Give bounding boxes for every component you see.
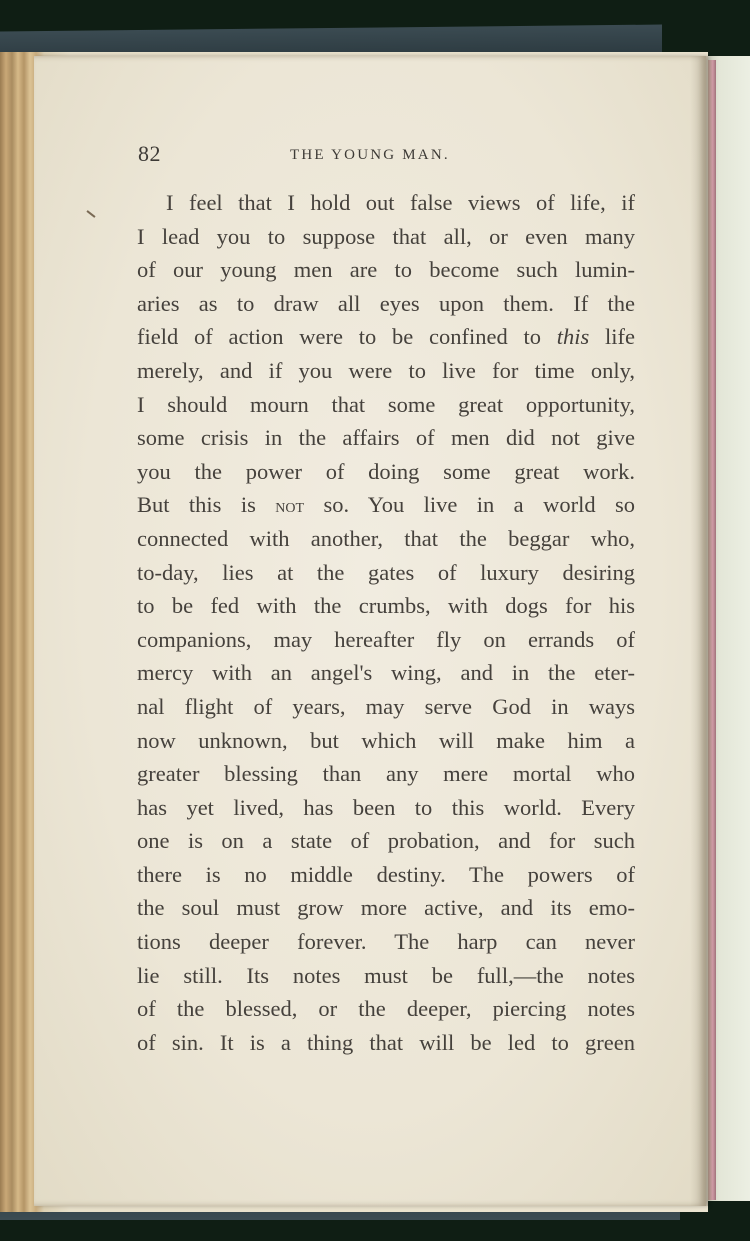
text-line: has yet lived, has been to this world. Every <box>137 794 635 820</box>
text-segment: so. You live in a world so <box>323 492 635 518</box>
text-line <box>137 488 635 522</box>
running-title: THE YOUNG MAN. <box>290 147 450 163</box>
text-line: now unknown, but which will make him a <box>137 727 635 753</box>
page-number: 82 <box>138 141 161 166</box>
text-line: of the blessed, or the deeper, piercing notes <box>137 996 635 1022</box>
gutter-shadow <box>690 56 708 1206</box>
text-segment: field of action were to be confined to <box>137 324 541 350</box>
text-line: connected with another, that the beggar who, <box>137 525 635 551</box>
text-line: I lead you to suppose that all, or even many <box>137 223 635 249</box>
text-line: to be fed with the crumbs, with dogs for his <box>137 593 635 619</box>
text-segment: life <box>605 324 635 350</box>
text-line: to-day, lies at the gates of luxury desiring <box>137 559 635 585</box>
text-segment: But this is <box>137 492 256 518</box>
text-line: mercy with an angel's wing, and in the eter- <box>137 660 635 686</box>
text-line: I feel that I hold out false views of life, if <box>166 190 635 215</box>
text-line: the soul must grow more active, and its emo- <box>137 895 635 921</box>
text-line: I should mourn that some great opportunity, <box>137 391 635 417</box>
text-line: you the power of doing some great work. <box>137 458 635 484</box>
text-line: lie still. Its notes must be full,—the notes <box>137 962 635 988</box>
text-line <box>137 320 635 354</box>
page-body-text <box>137 186 635 1059</box>
text-line: one is on a state of probation, and for such <box>137 828 635 854</box>
italic-emphasis: this <box>556 324 590 350</box>
text-line: some crisis in the affairs of men did not give <box>137 425 635 451</box>
text-line: there is no middle destiny. The powers of <box>137 861 635 887</box>
text-line: of sin. It is a thing that will be led to green <box>137 1029 635 1055</box>
text-line: companions, may hereafter fly on errands of <box>137 626 635 652</box>
text-line: tions deeper forever. The harp can never <box>137 929 635 955</box>
text-line: greater blessing than any mere mortal who <box>137 761 635 787</box>
small-caps-emphasis: not <box>275 495 305 518</box>
text-line: merely, and if you were to live for time only, <box>137 357 635 383</box>
text-line: aries as to draw all eyes upon them. If the <box>137 290 635 316</box>
text-line: nal flight of years, may serve God in ways <box>137 693 635 719</box>
text-line: of our young men are to become such lumin- <box>137 257 635 283</box>
